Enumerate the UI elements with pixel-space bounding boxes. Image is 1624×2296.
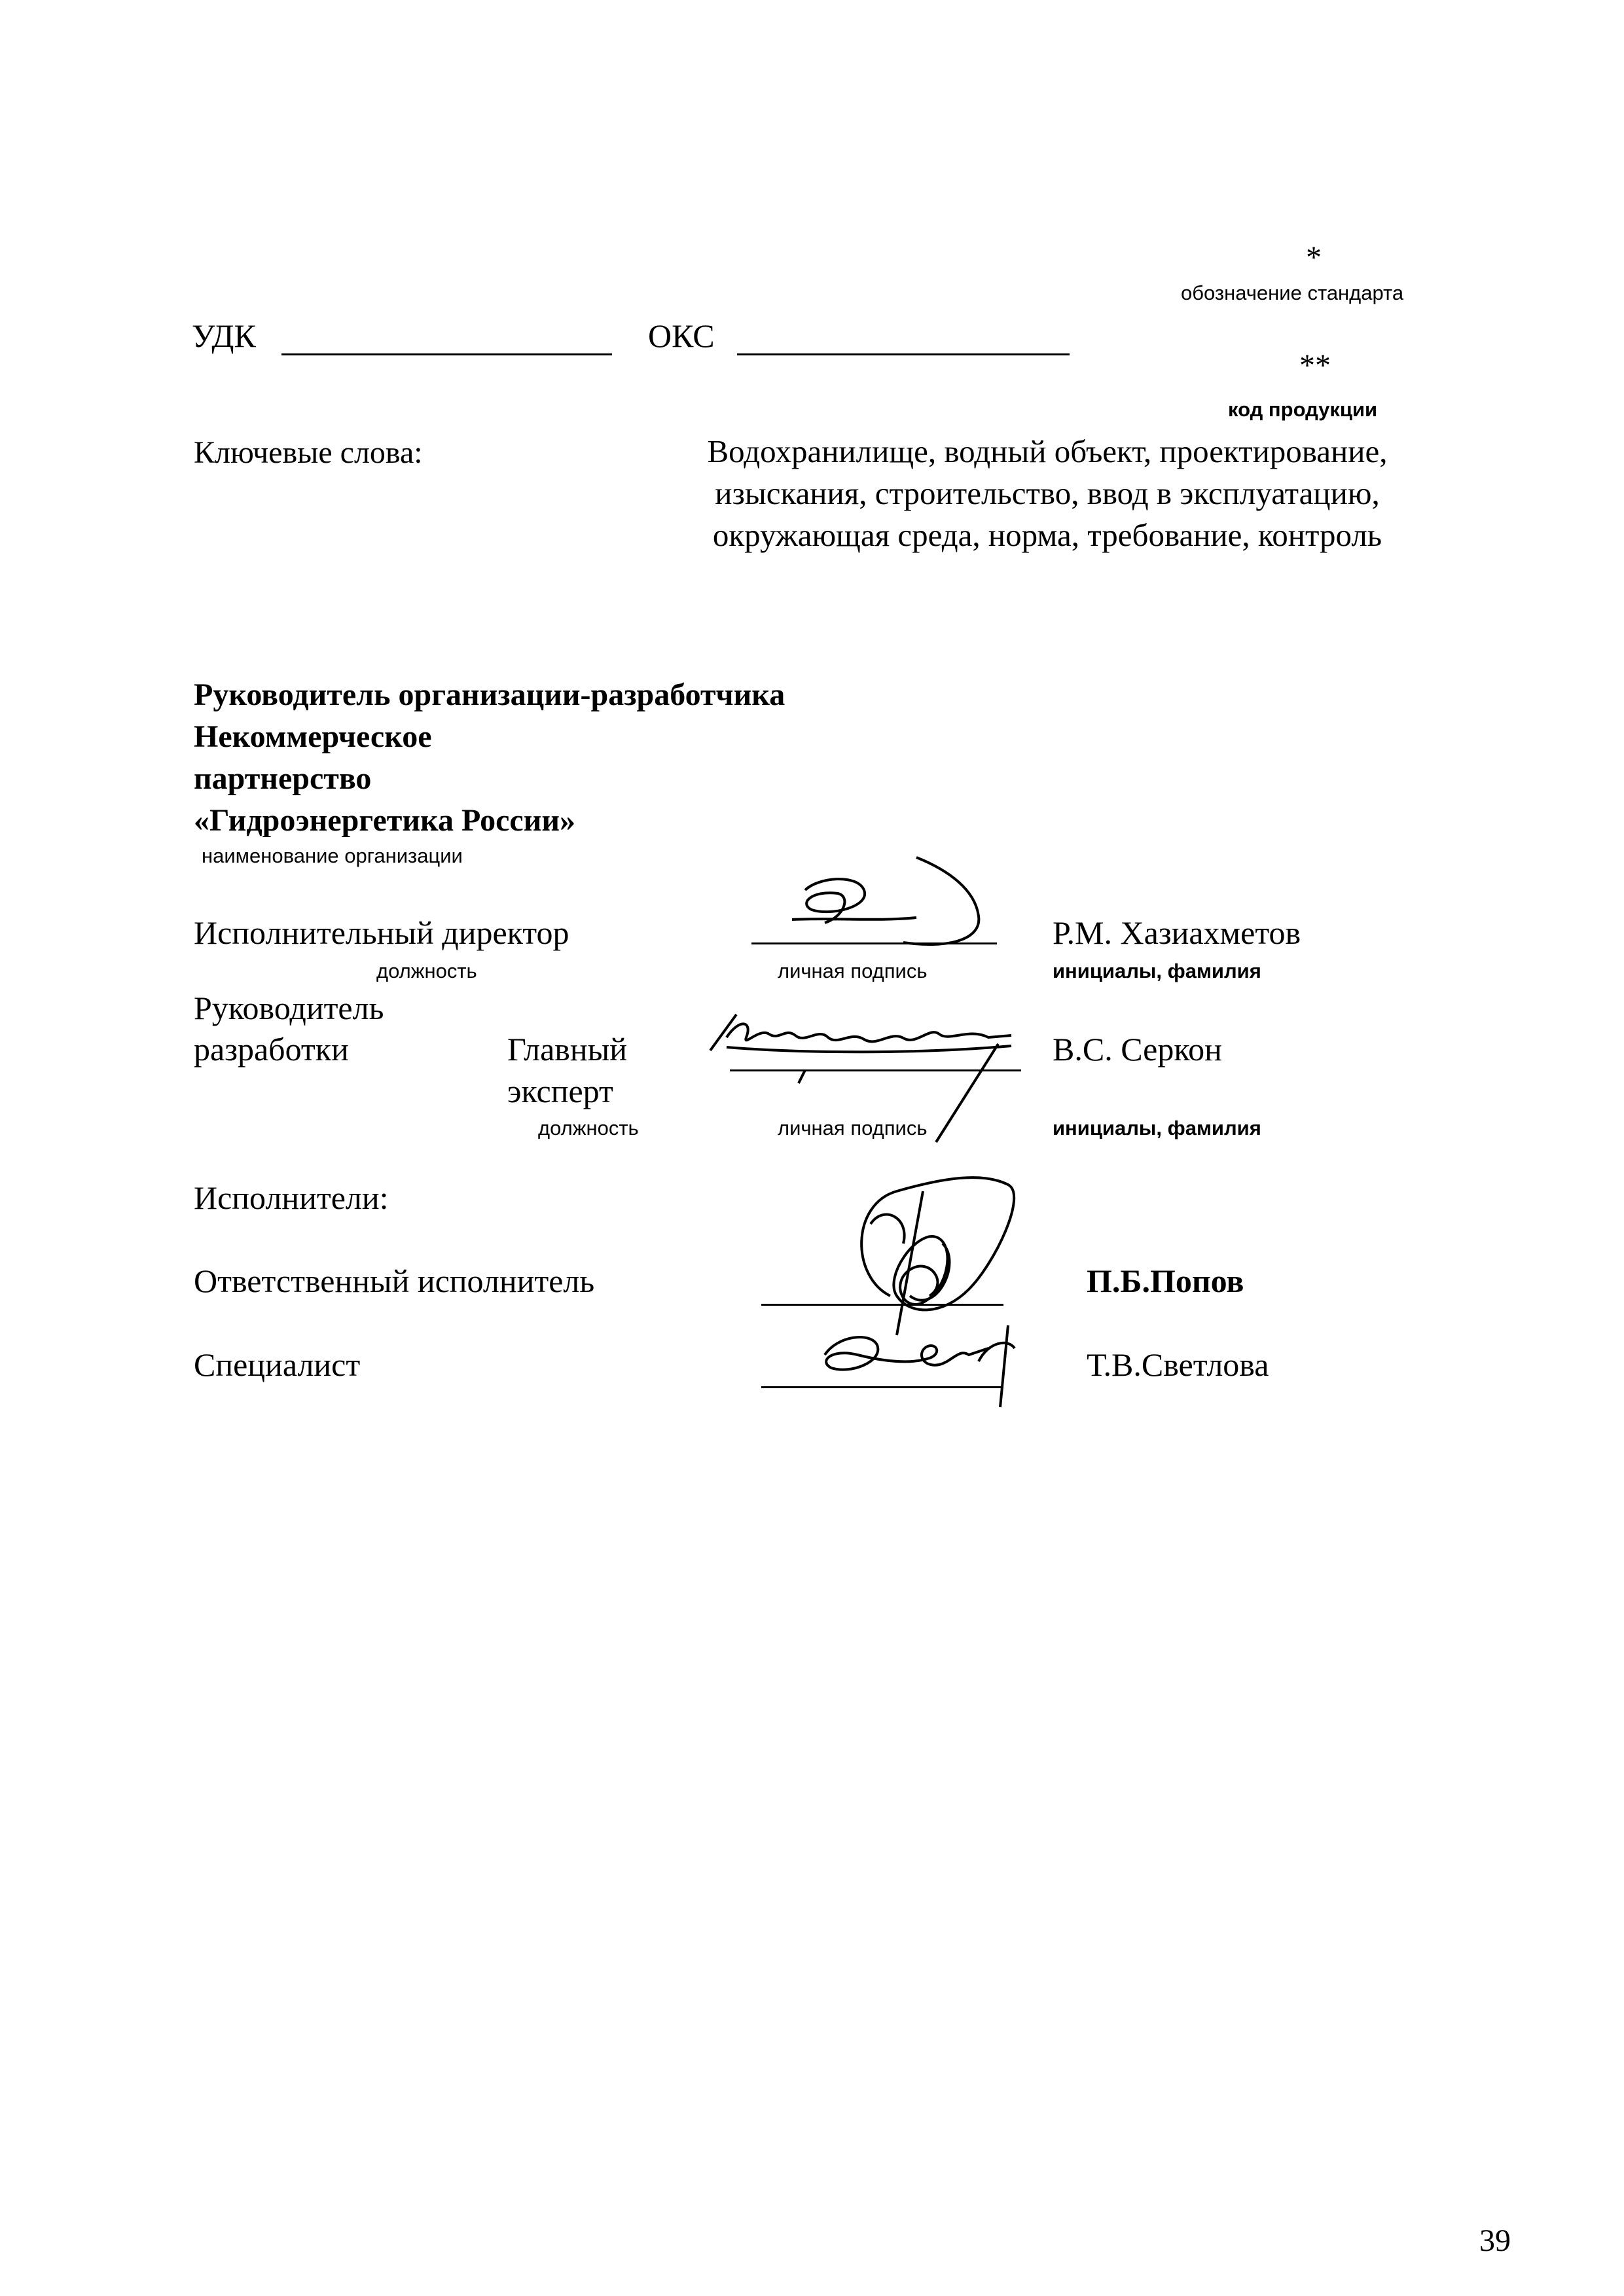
oks-label: ОКС	[648, 317, 715, 354]
executor-name: П.Б.Попов	[1087, 1263, 1244, 1299]
lead-position-caption: должность	[538, 1117, 639, 1139]
lead-name-caption: инициалы, фамилия	[1053, 1117, 1261, 1139]
executors-heading: Исполнители:	[194, 1179, 389, 1216]
director-name-caption: инициалы, фамилия	[1053, 960, 1261, 982]
keywords-line: окружающая среда, норма, требование, контроль	[712, 517, 1382, 553]
keywords-label: Ключевые слова:	[194, 435, 423, 470]
keywords-line: Водохранилище, водный объект, проектирование,	[707, 433, 1388, 469]
organization-heading: Руководитель организации-разработчика	[194, 677, 785, 712]
keywords-line: изыскания, строительство, ввод в эксплуатацию,	[715, 475, 1380, 511]
organization-caption: наименование организации	[202, 844, 463, 867]
executor-role: Специалист	[194, 1346, 361, 1383]
lead-signature-caption: личная подпись	[778, 1117, 928, 1139]
director-signature-caption: личная подпись	[778, 960, 928, 982]
organization-line: партнерство	[194, 761, 372, 796]
standard-mark: *	[1306, 240, 1322, 275]
standard-caption: обозначение стандарта	[1181, 281, 1404, 304]
lead-role-line2: разработки	[194, 1031, 349, 1067]
director-position-caption: должность	[376, 960, 477, 982]
organization-line: Некоммерческое	[194, 719, 432, 754]
director-position: Исполнительный директор	[194, 914, 569, 951]
product-caption: код продукции	[1228, 398, 1378, 421]
udk-field	[281, 353, 612, 355]
organization-block	[194, 674, 785, 842]
executor-role: Ответственный исполнитель	[194, 1263, 595, 1299]
organization-name: «Гидроэнергетика России»	[194, 803, 576, 838]
page-number: 39	[1479, 2223, 1511, 2258]
lead-position-line1: Главный	[507, 1031, 628, 1067]
keywords-text	[625, 431, 1470, 556]
lead-role-line1: Руководитель	[194, 990, 384, 1026]
executor-name: Т.В.Светлова	[1087, 1346, 1269, 1383]
executor-signatures	[812, 1165, 1034, 1407]
director-name: Р.М. Хазиахметов	[1053, 914, 1301, 951]
lead-position-line2: эксперт	[507, 1073, 613, 1109]
oks-field	[737, 353, 1070, 355]
udk-label: УДК	[192, 317, 256, 354]
lead-name: В.С. Серкон	[1053, 1031, 1222, 1067]
director-signature	[753, 844, 1001, 956]
product-mark: **	[1299, 348, 1331, 383]
